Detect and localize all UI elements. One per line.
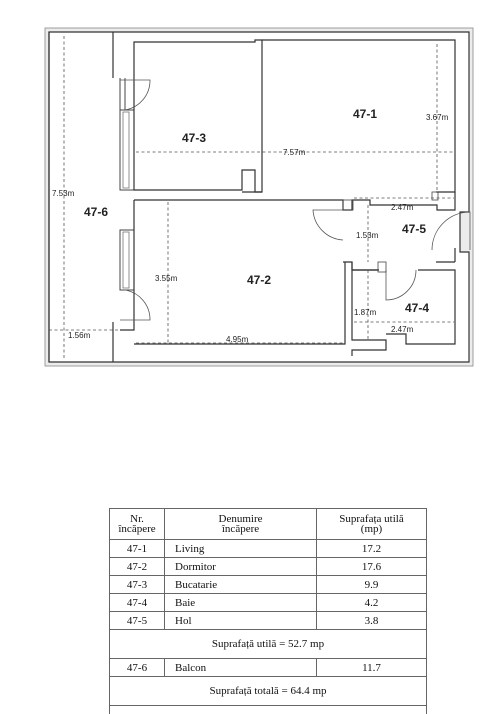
- table-row: 47-3 Bucatarie 9.9: [110, 576, 427, 594]
- dim-label-156: 1.56m: [68, 331, 91, 340]
- header-nr: Nr. încăpere: [110, 509, 165, 540]
- room-label-47-3: 47-3: [182, 131, 206, 145]
- dim-label-153: 1.53m: [356, 231, 379, 240]
- room-label-47-2: 47-2: [247, 273, 271, 287]
- header-area: Suprafața utilă (mp): [317, 509, 427, 540]
- table-row-balcony: 47-6 Balcon 11.7: [110, 659, 427, 677]
- dim-label-247-bottom: 2.47m: [391, 325, 414, 334]
- room-area-table: [109, 508, 427, 714]
- dim-label-495: 4.95m: [226, 335, 249, 344]
- header-name: Denumire încăpere: [165, 509, 317, 540]
- room-label-47-1: 47-1: [353, 107, 377, 121]
- dim-label-187: 1.87m: [354, 308, 377, 317]
- table-row: 47-4 Baie 4.2: [110, 594, 427, 612]
- dim-label-367: 3.67m: [426, 113, 449, 122]
- room-label-47-6: 47-6: [84, 205, 108, 219]
- table-row: 47-2 Dormitor 17.6: [110, 558, 427, 576]
- useful-total-row: Suprafață utilă = 52.7 mp: [110, 630, 427, 659]
- room-label-47-5: 47-5: [402, 222, 426, 236]
- dim-label-753: 7.53m: [52, 189, 75, 198]
- table-row: 47-5 Hol 3.8: [110, 612, 427, 630]
- dim-label-757: 7.57m: [283, 148, 306, 157]
- room-label-47-4: 47-4: [405, 301, 429, 315]
- dim-label-355: 3.55m: [155, 274, 178, 283]
- table-header-row: [110, 509, 427, 540]
- dim-label-247-top: 2.47m: [391, 203, 414, 212]
- table-row: 47-1 Living 17.2: [110, 540, 427, 558]
- table-bottom-spacer: [110, 706, 427, 714]
- grand-total-row: Suprafață totală = 64.4 mp: [110, 677, 427, 706]
